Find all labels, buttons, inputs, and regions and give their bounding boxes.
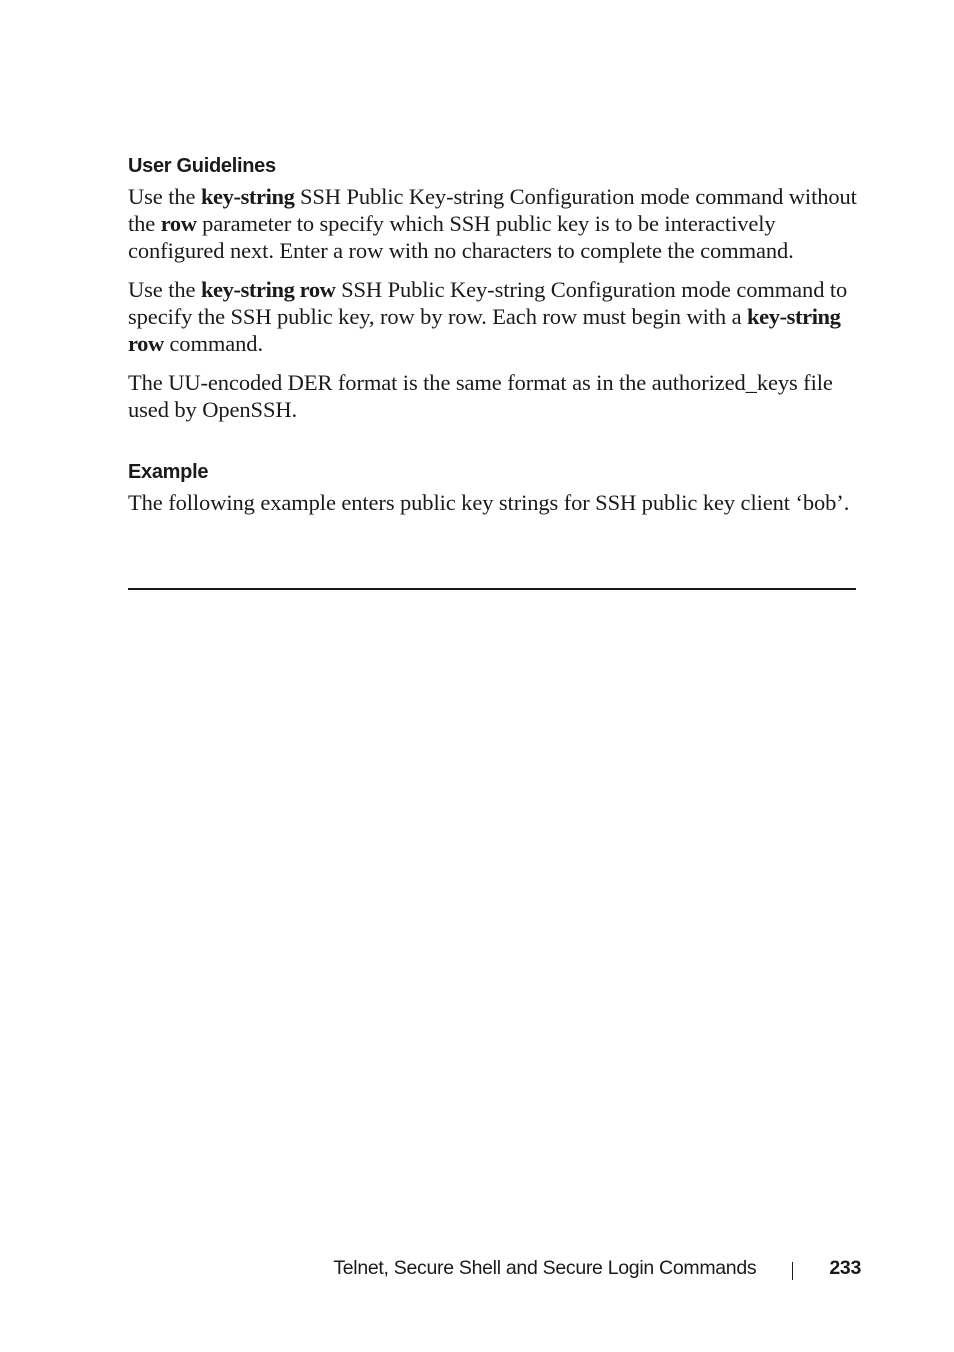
text-run: parameter to specify which SSH public key is to be interactively configured next. Enter a row with no characters to complete the command. — [128, 211, 794, 263]
keyword-key-string-row: key-string row — [200, 277, 336, 302]
footer-chapter-title: Telnet, Secure Shell and Secure Login Commands — [333, 1256, 757, 1279]
keyword-row: row — [160, 211, 197, 236]
example-paragraph: The following example enters public key strings for SSH public key client ‘bob’. — [128, 490, 850, 515]
example-code-rule — [128, 588, 856, 590]
text-run: command. — [163, 331, 263, 356]
footer-separator — [792, 1262, 793, 1280]
text-run: Use the — [128, 277, 201, 302]
page-footer — [333, 1255, 861, 1281]
user-guidelines-paragraph-2 — [128, 276, 858, 357]
keyword-key-string-row: key-string row — [128, 304, 841, 356]
user-guidelines-paragraph-1 — [128, 183, 858, 264]
user-guidelines-heading: User Guidelines — [128, 155, 276, 177]
user-guidelines-paragraph-3: The UU-encoded DER format is the same format as in the authorized_keys file used by OpenSSH. — [128, 370, 833, 422]
example-heading: Example — [128, 461, 209, 483]
keyword-key-string: key-string — [200, 184, 295, 209]
text-run: SSH Public Key-string Configuration mode command to specify the SSH public key, row by row. Each row must begin with a — [128, 277, 848, 329]
page-body — [128, 153, 858, 528]
page-number: 233 — [829, 1256, 861, 1279]
text-run: SSH Public Key-string Configuration mode command without the — [128, 184, 857, 236]
text-run: Use the — [128, 184, 201, 209]
